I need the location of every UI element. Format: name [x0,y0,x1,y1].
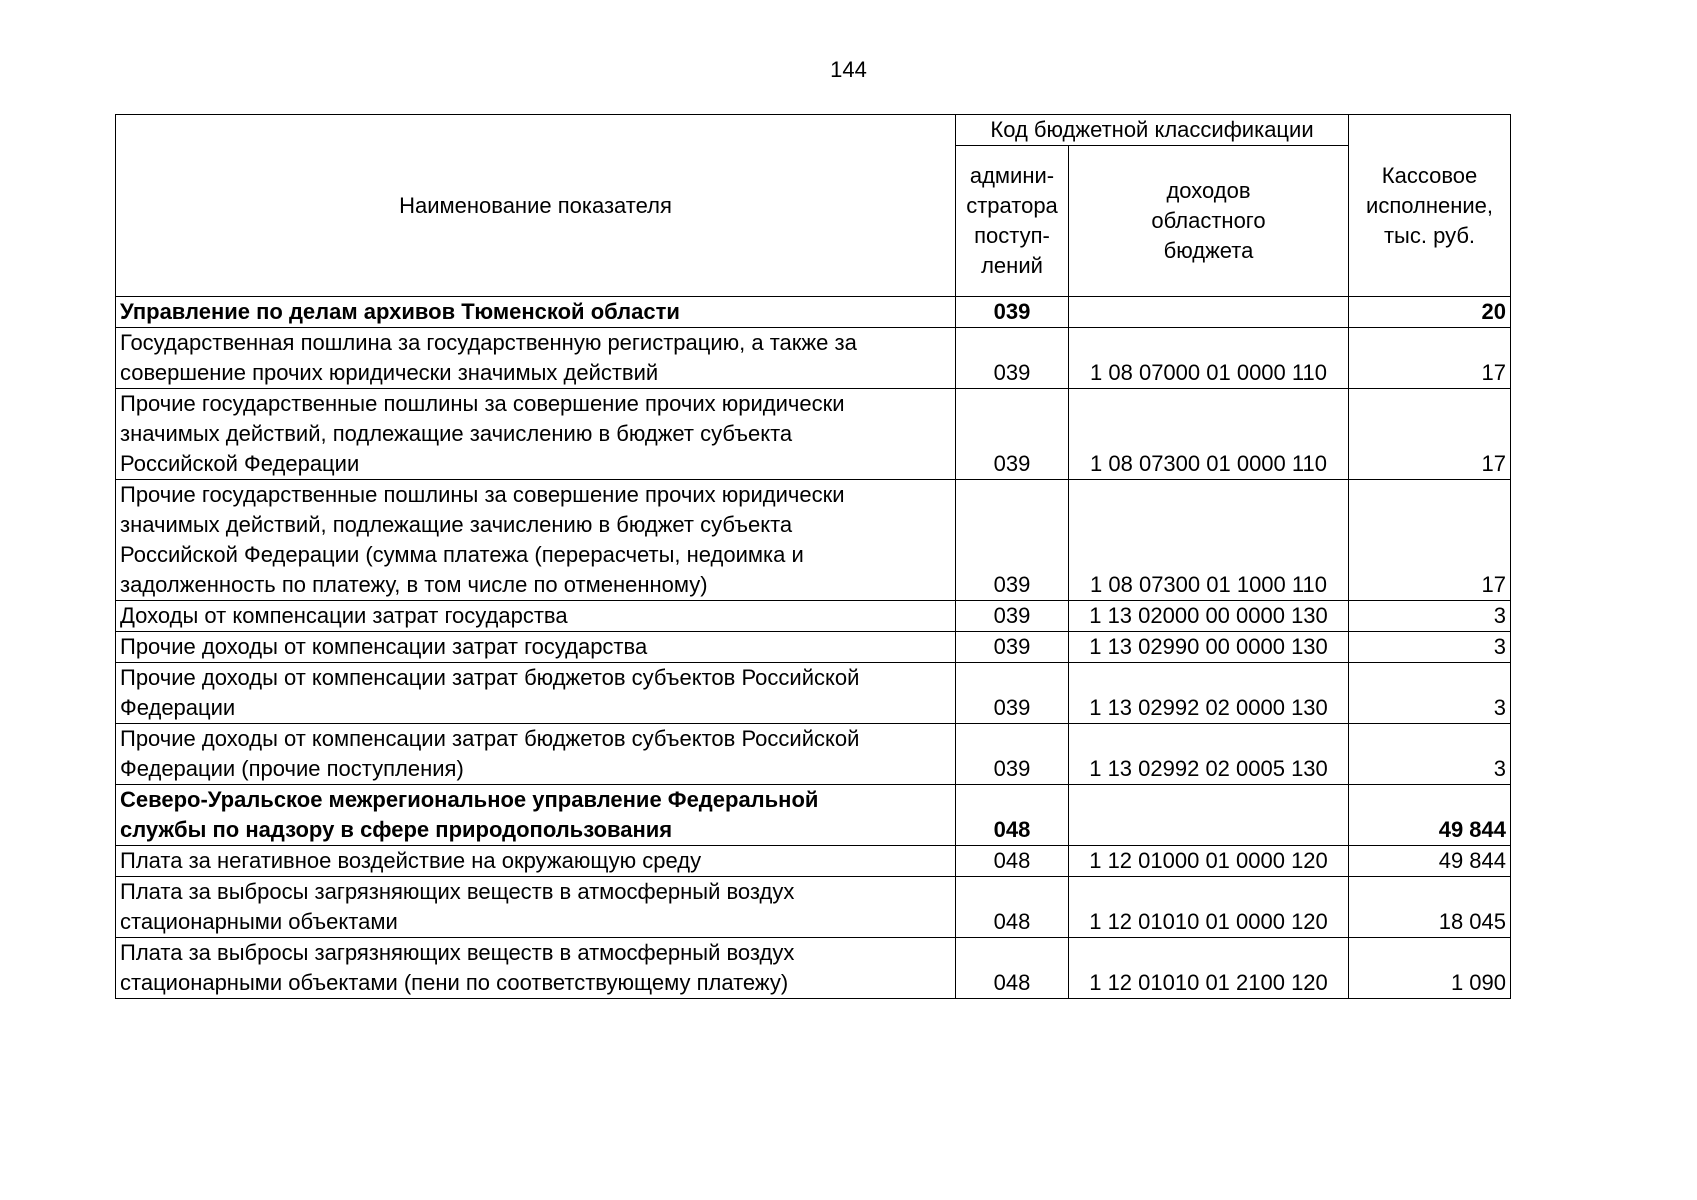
row-amount: 3 [1349,724,1511,785]
header-admin-line: поступ- [974,223,1050,248]
row-amount: 49 844 [1349,785,1511,846]
row-name-line: Плата за негативное воздействие на окружающую среду [120,848,702,873]
row-admin-code: 039 [956,389,1069,480]
header-amount-line: исполнение, [1366,192,1493,218]
row-income-code: 1 08 07300 01 0000 110 [1069,389,1349,480]
row-income-code: 1 12 01010 01 2100 120 [1069,938,1349,999]
table-header [116,115,1511,297]
row-income-code: 1 12 01010 01 0000 120 [1069,877,1349,938]
row-amount: 1 090 [1349,938,1511,999]
header-admin [956,146,1069,297]
table-row [116,328,1511,389]
row-name [116,846,956,877]
row-name-line: Плата за выбросы загрязняющих веществ в атмосферный воздух [120,940,795,965]
row-admin-code: 039 [956,480,1069,601]
row-name-line: Прочие государственные пошлины за совершение прочих юридически [120,391,845,416]
header-admin-line: лений [981,253,1043,278]
row-income-code: 1 13 02990 00 0000 130 [1069,632,1349,663]
row-admin-code: 048 [956,877,1069,938]
row-name [116,785,956,846]
row-name [116,480,956,601]
header-name: Наименование показателя [116,115,956,297]
table-row [116,785,1511,846]
row-amount: 17 [1349,328,1511,389]
row-admin-code: 039 [956,328,1069,389]
row-name-line: стационарными объектами (пени по соответствующему платежу) [120,970,789,995]
row-name [116,663,956,724]
table-row [116,846,1511,877]
table-body [116,297,1511,999]
row-name-line: Российской Федерации (сумма платежа (перерасчеты, недоимка и [120,542,804,567]
row-income-code: 1 08 07000 01 0000 110 [1069,328,1349,389]
header-code-group: Код бюджетной классификации [956,115,1349,146]
table-row [116,601,1511,632]
header-amount [1349,115,1511,297]
row-amount: 3 [1349,601,1511,632]
row-admin-code: 039 [956,632,1069,663]
page-number: 144 [830,57,867,82]
header-income-line: бюджета [1163,238,1254,263]
header-income [1069,146,1349,297]
row-name-line: Управление по делам архивов Тюменской области [120,299,680,324]
budget-table [115,114,1511,999]
row-name-line: Российской Федерации [120,451,360,476]
row-admin-code: 039 [956,297,1069,328]
row-name-line: Государственная пошлина за государственную регистрацию, а также за [120,330,857,355]
row-name-line: совершение прочих юридически значимых действий [120,360,659,385]
row-income-code: 1 08 07300 01 1000 110 [1069,480,1349,601]
row-name-line: Федерации (прочие поступления) [120,756,464,781]
row-name-line: Прочие доходы от компенсации затрат государства [120,634,648,659]
table-row [116,297,1511,328]
row-name-line: Доходы от компенсации затрат государства [120,603,568,628]
row-name [116,877,956,938]
header-amount-line: тыс. руб. [1383,222,1476,248]
row-name [116,328,956,389]
row-amount: 18 045 [1349,877,1511,938]
row-income-code [1069,297,1349,328]
row-name-line: Плата за выбросы загрязняющих веществ в атмосферный воздух [120,879,795,904]
row-income-code: 1 13 02000 00 0000 130 [1069,601,1349,632]
row-income-code: 1 12 01000 01 0000 120 [1069,846,1349,877]
header-amount-line: Кассовое [1381,162,1478,188]
row-name-line: Северо-Уральское межрегиональное управление Федеральной [120,787,819,812]
row-name [116,724,956,785]
row-income-code: 1 13 02992 02 0000 130 [1069,663,1349,724]
table-row [116,938,1511,999]
header-income-line: областного [1151,208,1266,233]
row-admin-code: 039 [956,663,1069,724]
row-income-code: 1 13 02992 02 0005 130 [1069,724,1349,785]
row-name-line: Прочие государственные пошлины за совершение прочих юридически [120,482,845,507]
row-admin-code: 039 [956,601,1069,632]
row-amount: 17 [1349,480,1511,601]
row-admin-code: 048 [956,938,1069,999]
header-admin-line: стратора [966,193,1058,218]
row-name-line: стационарными объектами [120,909,398,934]
row-amount: 3 [1349,663,1511,724]
row-name-line: значимых действий, подлежащие зачислению в бюджет субъекта [120,421,793,446]
table-row [116,480,1511,601]
row-name [116,601,956,632]
row-amount: 3 [1349,632,1511,663]
row-income-code [1069,785,1349,846]
table-row [116,632,1511,663]
row-name-line: задолженность по платежу, в том числе по отмененному) [120,572,708,597]
row-name-line: Федерации [120,695,236,720]
row-amount: 20 [1349,297,1511,328]
row-admin-code: 039 [956,724,1069,785]
header-income-line: доходов [1166,178,1251,203]
row-name [116,938,956,999]
row-name [116,297,956,328]
row-amount: 17 [1349,389,1511,480]
header-admin-line: админи- [969,163,1055,188]
row-amount: 49 844 [1349,846,1511,877]
row-name-line: Прочие доходы от компенсации затрат бюджетов субъектов Российской [120,665,860,690]
table-row [116,724,1511,785]
row-name [116,632,956,663]
row-name-line: службы по надзору в сфере природопользования [120,817,673,842]
table-row [116,877,1511,938]
table-row [116,663,1511,724]
table-row [116,389,1511,480]
row-admin-code: 048 [956,785,1069,846]
row-admin-code: 048 [956,846,1069,877]
row-name-line: Прочие доходы от компенсации затрат бюджетов субъектов Российской [120,726,860,751]
row-name-line: значимых действий, подлежащие зачислению в бюджет субъекта [120,512,793,537]
row-name [116,389,956,480]
